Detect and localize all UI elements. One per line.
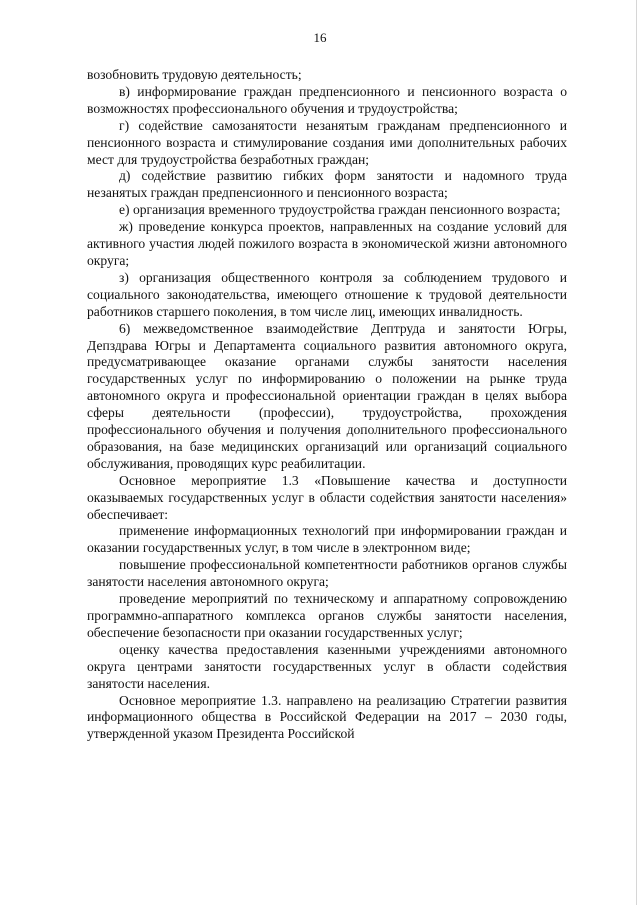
paragraph: повышение профессиональной компетентности работников органов службы занятости населения автономного округа; bbox=[87, 557, 567, 590]
paragraph: 6) межведомственное взаимодействие Дептруда и занятости Югры, Депздрава Югры и Департамента социального развития автономного округа, предусматривающее оказание органами службы занятости населения государственных услуг по информированию о положении на рынке труда автономного округа и профессиональной ориентации граждан в целях выбора сферы деятельности (профессии), трудоустройства, прохождения профессионального обучения и получения дополнительного профессионального образования, на базе медицинских организаций или организаций социального обслуживания, проводящих курс реабилитации. bbox=[87, 320, 567, 471]
paragraph: возобновить трудовую деятельность; bbox=[87, 67, 302, 82]
paragraph: Основное мероприятие 1.3 «Повышение качества и доступности оказываемых государственных услуг в области содействия занятости населения» обеспечивает: bbox=[87, 472, 567, 522]
paragraph: оценку качества предоставления казенными учреждениями автономного округа центрами занятости государственных услуг в области содействия занятости населения. bbox=[87, 641, 567, 691]
paragraph: г) содействие самозанятости незанятым гражданам предпенсионного и пенсионного возраста и стимулирование создания ими дополнительных рабочих мест для трудоустройства безработных граждан; bbox=[87, 117, 567, 167]
paragraph: д) содействие развитию гибких форм занятости и надомного труда незанятых граждан предпенсионного и пенсионного возраста; bbox=[87, 168, 567, 201]
paragraph: в) информирование граждан предпенсионного и пенсионного возраста о возможностях профессионального обучения и трудоустройства; bbox=[87, 83, 567, 116]
paragraph: Основное мероприятие 1.3. направлено на реализацию Стратегии развития информационного общества в Российской Федерации на 2017 – 2030 годы, утвержденной указом Президента Российской bbox=[87, 692, 567, 742]
paragraph: е) организация временного трудоустройства граждан пенсионного возраста; bbox=[119, 202, 561, 218]
page-number: 16 bbox=[313, 30, 327, 45]
paragraph: проведение мероприятий по техническому и аппаратному сопровождению программно-аппаратного комплекса органов службы занятости населения, обеспечение безопасности при оказании государственных услуг; bbox=[87, 591, 567, 640]
paragraph: ж) проведение конкурса проектов, направленных на создание условий для активного участия людей пожилого возраста в экономической жизни автономного округа; bbox=[87, 219, 567, 268]
document-body bbox=[87, 67, 567, 743]
page-edge bbox=[636, 0, 637, 905]
paragraph: применение информационных технологий при информировании граждан и оказании государственных услуг, в том числе в электронном виде; bbox=[87, 523, 567, 556]
paragraph: з) организация общественного контроля за соблюдением трудового и социального законодательства, имеющего отношение к трудовой деятельности работников старшего поколения, в том числе лиц, имеющих инвалидность. bbox=[87, 269, 567, 319]
